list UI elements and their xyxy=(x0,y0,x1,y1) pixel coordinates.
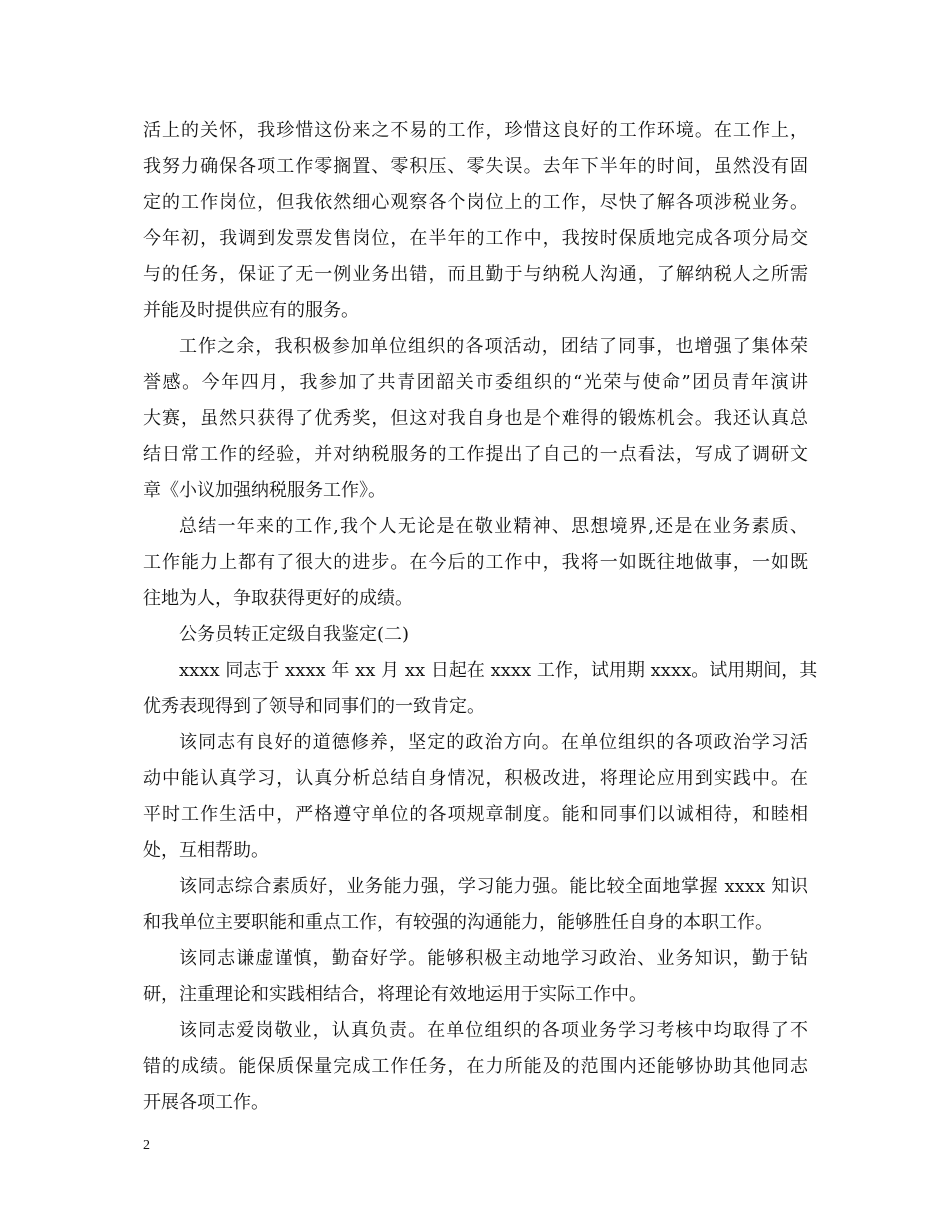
text-line: 结日常工作的经验，并对纳税服务的工作提出了自己的一点看法，写成了调研文 xyxy=(143,444,808,465)
text-line: 开展各项工作。 xyxy=(143,1092,269,1113)
text-line: 并能及时提供应有的服务。 xyxy=(143,300,359,321)
text-line: 错的成绩。能保质保量完成工作任务，在力所能及的范围内还能够协助其他同志 xyxy=(143,1056,808,1077)
text-line: 动中能认真学习，认真分析总结自身情况，积极改进，将理论应用到实践中。在 xyxy=(143,768,808,789)
text-line: 工作之余，我积极参加单位组织的各项活动，团结了同事，也增强了集体荣 xyxy=(179,336,808,357)
text-line: xxxx 同志于 xxxx 年 xx 月 xx 日起在 xxxx 工作，试用期 xxxx。试用期间，其 xyxy=(179,660,818,681)
text-line: 今年初，我调到发票发售岗位，在半年的工作中，我按时保质地完成各项分局交 xyxy=(143,228,808,249)
text-line: 研，注重理论和实践相结合，将理论有效地运用于实际工作中。 xyxy=(143,984,647,1005)
text-line: 活上的关怀，我珍惜这份来之不易的工作，珍惜这良好的工作环境。在工作上， xyxy=(143,120,808,141)
text-line: 该同志有良好的道德修养，坚定的政治方向。在单位组织的各项政治学习活 xyxy=(179,732,808,753)
text-line: 该同志谦虚谨慎，勤奋好学。能够积极主动地学习政治、业务知识，勤于钻 xyxy=(179,948,808,969)
text-line: 公务员转正定级自我鉴定(二) xyxy=(179,624,410,645)
text-line: 和我单位主要职能和重点工作，有较强的沟通能力，能够胜任自身的本职工作。 xyxy=(143,912,773,933)
text-line: 总结一年来的工作,我个人无论是在敬业精神、思想境界,还是在业务素质、 xyxy=(179,516,808,537)
text-line: 处，互相帮助。 xyxy=(143,840,269,861)
text-line: 大赛，虽然只获得了优秀奖，但这对我自身也是个难得的锻炼机会。我还认真总 xyxy=(143,408,808,429)
text-line: 平时工作生活中，严格遵守单位的各项规章制度。能和同事们以诚相待，和睦相 xyxy=(143,804,808,825)
page-number: 2 xyxy=(143,1138,150,1153)
text-line: 誉感。今年四月，我参加了共青团韶关市委组织的“光荣与使命”团员青年演讲 xyxy=(143,372,808,393)
text-line: 章《小议加强纳税服务工作》。 xyxy=(143,480,386,501)
text-line: 我努力确保各项工作零搁置、零积压、零失误。去年下半年的时间，虽然没有固 xyxy=(143,156,808,177)
text-line: 与的任务，保证了无一例业务出错，而且勤于与纳税人沟通，了解纳税人之所需 xyxy=(143,264,808,285)
text-line: 定的工作岗位，但我依然细心观察各个岗位上的工作，尽快了解各项涉税业务。 xyxy=(143,192,808,213)
text-line: 往地为人，争取获得更好的成绩。 xyxy=(143,588,413,609)
text-line: 该同志爱岗敬业，认真负责。在单位组织的各项业务学习考核中均取得了不 xyxy=(179,1020,808,1041)
text-line: 工作能力上都有了很大的进步。在今后的工作中，我将一如既往地做事，一如既 xyxy=(143,552,808,573)
text-line: 优秀表现得到了领导和同事们的一致肯定。 xyxy=(143,696,485,717)
document-body xyxy=(143,113,818,1121)
text-line: 该同志综合素质好，业务能力强，学习能力强。能比较全面地掌握 xxxx 知识 xyxy=(179,876,808,897)
